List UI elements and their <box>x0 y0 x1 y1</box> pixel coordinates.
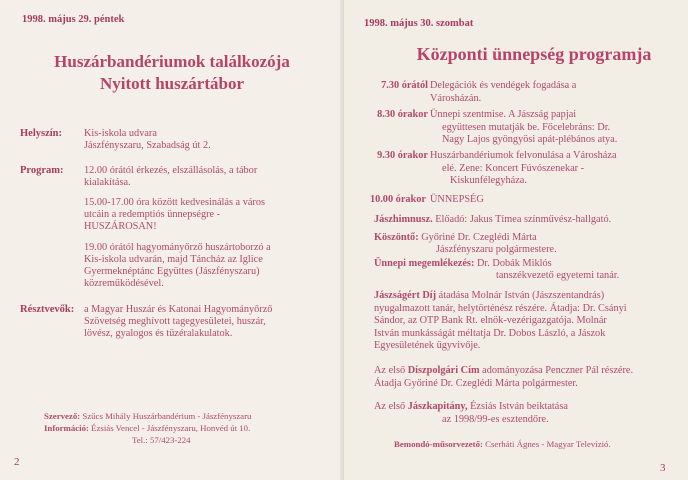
megemlekezes-line1: Dr. Dobák Miklós <box>476 258 552 269</box>
resztvevok-line3: lövész, gyalogos és tüzéralakulatok. <box>84 328 233 339</box>
tel-text: Tel.: 57/423-224 <box>132 435 191 445</box>
megemlekezes-label: Ünnepi megemlékezés: <box>374 258 475 269</box>
schedule-time: 7.30 órától <box>381 80 428 91</box>
right-title: Központi ünnepség programja <box>416 44 652 64</box>
program-p2-line2: utcáin a redemptiós ünnepségre - <box>84 209 221 220</box>
diszpolgari-prefix: Az első <box>374 365 406 376</box>
jaszhimnusz-label: Jászhimnusz. <box>374 214 433 225</box>
helyszin-label: Helyszín: <box>20 128 62 139</box>
resztvevok-label: Résztvevők: <box>20 304 75 315</box>
diszpolgari-line1: adományozása Penczner Pál részére. <box>482 365 634 376</box>
megemlekezes-row <box>374 258 552 271</box>
jaszsagert-line4: István munkásságát méltatja Dr. Dobos László, a Jászok <box>374 327 606 339</box>
program-p2-line3: HUSZÁROSAN! <box>84 221 157 232</box>
schedule-line: Kiskunfélegyháza. <box>450 175 527 186</box>
jaszkapitany-line1: Ézsiás István beiktatása <box>470 401 568 412</box>
resztvevok-line1: a Magyar Huszár és Katonai Hagyományőrző <box>84 304 273 315</box>
left-title-line2: Nyitott huszártábor <box>99 74 244 93</box>
program-label: Program: <box>20 165 64 176</box>
right-date: 1998. május 30. szombat <box>364 18 474 29</box>
schedule-line: Ünnepi szentmise. A Jászság papjai <box>430 109 577 120</box>
helyszin-line1: Kis-iskola udvara <box>84 128 157 139</box>
koszonto-line2: Jászfényszaru polgármestere. <box>436 244 557 255</box>
right-page <box>344 0 688 480</box>
diszpolgari-block <box>374 365 679 390</box>
program-p2-line1: 15.00-17.00 óra között kedvesinálás a város <box>84 197 266 208</box>
informacio-row <box>44 422 250 434</box>
program-p3-line4: közreműködésével. <box>84 278 164 289</box>
schedule-desc <box>430 80 680 105</box>
schedule-time: 8.30 órakor <box>377 109 428 120</box>
bemondo-label: Bemondó-műsorvezető: <box>394 439 483 449</box>
koszonto-label: Köszöntő: <box>374 232 419 243</box>
schedule-line: Huszárbandériumok felvonulása a Városháza <box>430 150 617 161</box>
schedule-time: 9.30 órakor <box>377 150 428 161</box>
jaszsagert-block <box>374 290 679 353</box>
schedule-line: Városházán. <box>430 92 482 104</box>
program-p1-line1: 12.00 órától érkezés, elszállásolás, a tábor <box>84 165 258 176</box>
schedule-line: elé. Zene: Koncert Fúvószenekar - <box>442 162 585 174</box>
schedule-time: 10.00 órakor <box>369 194 426 205</box>
bemondo-text: Cserháti Ágnes - Magyar Televízió. <box>485 439 611 449</box>
schedule-desc <box>430 150 680 188</box>
schedule-line: ÜNNEPSÉG <box>430 194 484 205</box>
program-p3-line3: Gyermeknéptánc Együttes (Jászfényszaru) <box>84 266 260 277</box>
jaszkapitany-prefix: Az első <box>374 401 406 412</box>
jaszhimnusz-text: Előadó: Jakus Tímea színművész-hallgató. <box>435 214 612 225</box>
left-date: 1998. május 29. péntek <box>22 14 125 25</box>
informacio-label: Információ: <box>44 423 89 433</box>
diszpolgari-line2: Átadja Győriné Dr. Czeglédi Márta polgármester. <box>374 377 578 389</box>
schedule-desc <box>430 194 680 207</box>
schedule-line: Nagy Lajos gyöngyösi apát-plébános atya. <box>442 134 618 145</box>
szervezo-row <box>44 410 251 422</box>
resztvevok-line2: Szövetség meghívott tagegyesületei, huszár, <box>84 316 266 327</box>
program-p1-line2: kialakítása. <box>84 177 131 188</box>
right-page-number: 3 <box>660 462 666 474</box>
megemlekezes-line2: tanszékvezető egyetemi tanár. <box>496 270 620 281</box>
informacio-text: Ézsiás Vencel - Jászfényszaru, Honvéd út 10. <box>91 423 251 433</box>
jaszsagert-label: Jászságért Díj <box>374 290 437 301</box>
program-p3-line2: Kis-iskola udvarán, majd Táncház az Iglice <box>84 254 263 265</box>
schedule-line: együttesen mutatják be. Főcelebráns: Dr. <box>442 121 611 133</box>
jaszkapitany-line2: az 1998/99-es esztendőre. <box>442 413 549 425</box>
koszonto-row <box>374 232 537 245</box>
jaszsagert-line1: átadása Molnár István (Jászszentandrás) <box>438 290 605 301</box>
szervezo-label: Szervező: <box>44 411 81 421</box>
jaszhimnusz-row <box>374 214 611 227</box>
jaszkapitany-label: Jászkapitány, <box>407 401 468 412</box>
helyszin-line2: Jászfényszaru, Szabadság út 2. <box>84 140 211 151</box>
bemondo-row <box>394 438 611 450</box>
szervezo-text: Szűcs Mihály Huszárbandérium - Jászfényszaru <box>82 411 252 421</box>
program-p3-line1: 19.00 órától hagyományőrző huszártoborzó a <box>84 242 271 253</box>
schedule-desc <box>430 109 680 147</box>
diszpolgari-label: Díszpolgári Cím <box>407 365 480 376</box>
left-title-line1: Huszárbandériumok találkozója <box>54 52 290 71</box>
jaszsagert-line3: Sándor, az OTP Bank Rt. elnök-vezérigazgatója. Molnár <box>374 315 607 326</box>
koszonto-line1: Győriné Dr. Czeglédi Márta <box>421 232 537 243</box>
jaszkapitany-block <box>374 401 679 426</box>
jaszsagert-line2: nyugalmazott tanár, helytörténész részére. Átadja: Dr. Csányi <box>374 302 627 314</box>
jaszsagert-line5: Egyesületének ügyvivője. <box>374 340 481 351</box>
schedule-line: Delegációk és vendégek fogadása a <box>430 80 577 91</box>
left-page-number: 2 <box>14 456 20 468</box>
